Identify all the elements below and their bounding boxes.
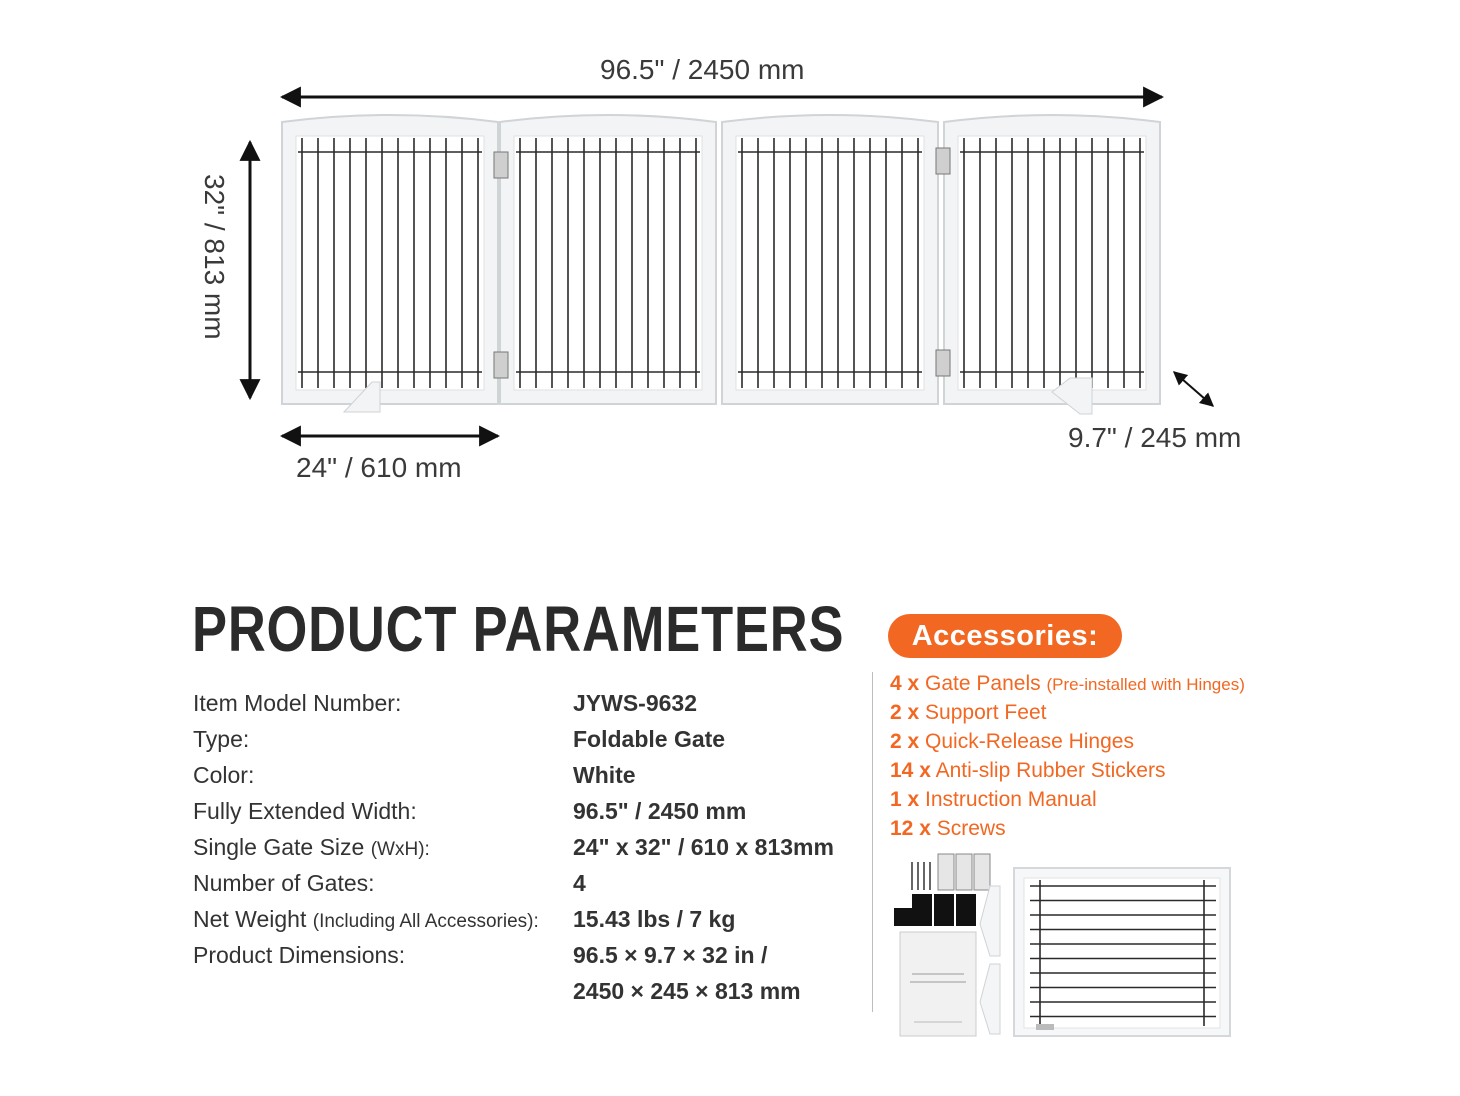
parameter-label-text: Color: <box>193 762 255 788</box>
parameter-label <box>193 870 375 897</box>
accessory-quantity: 1 x <box>890 788 920 811</box>
parameter-label <box>193 906 539 933</box>
accessory-name: Gate Panels <box>925 672 1047 695</box>
parameter-label <box>193 834 430 861</box>
parameter-label-text: Item Model Number: <box>193 690 402 716</box>
product-parameters-heading: PRODUCT PARAMETERS <box>192 593 845 665</box>
parameter-value: White <box>573 762 636 788</box>
accessory-item <box>890 759 1165 783</box>
gate-panel-opening <box>736 136 924 390</box>
accessory-item <box>890 788 1097 812</box>
parameter-label-text: Product Dimensions: <box>193 942 406 968</box>
parameter-label-text: Single Gate Size <box>193 834 371 860</box>
parameter-value: Foldable Gate <box>573 726 726 752</box>
gate-panel-opening <box>296 136 484 390</box>
accessory-name: Anti-slip Rubber Stickers <box>935 759 1166 782</box>
accessory-quantity: 2 x <box>890 730 920 753</box>
parameter-row <box>193 726 853 762</box>
gate-panel-opening <box>514 136 702 390</box>
parameter-value: JYWS-9632 <box>573 690 698 716</box>
parameter-label <box>193 942 405 969</box>
accessory-note: (Pre-installed with Hinges) <box>1046 675 1245 694</box>
total-width-label: 96.5" / 2450 mm <box>600 54 805 85</box>
parameter-label-text: Fully Extended Width: <box>193 798 417 824</box>
accessory-quantity: 4 x <box>890 672 920 695</box>
accessory-item <box>890 672 1245 696</box>
parameter-row <box>193 906 853 942</box>
parameter-row <box>193 870 853 906</box>
parameter-label-note: (Including All Accessories): <box>312 911 539 932</box>
depth-arrow <box>1174 372 1213 406</box>
accessory-quantity: 12 x <box>890 817 931 840</box>
parameter-value: 15.43 lbs / 7 kg <box>573 906 736 932</box>
hinge-icon <box>936 148 950 174</box>
parameter-label-note: (WxH): <box>370 839 430 860</box>
rubber-stickers-icon <box>894 894 976 926</box>
accessory-quantity: 2 x <box>890 701 920 724</box>
accessories-title: Accessories: <box>888 614 1122 658</box>
parameter-label-text: Net Weight <box>193 906 313 932</box>
parameter-row <box>193 978 853 1014</box>
depth-label: 9.7" / 245 mm <box>1068 422 1242 453</box>
parameter-label <box>193 762 254 789</box>
accessory-name: Instruction Manual <box>925 788 1097 811</box>
parameter-label <box>193 690 401 717</box>
accessory-name: Quick-Release Hinges <box>925 730 1134 753</box>
gate-panel-opening <box>958 136 1146 390</box>
parameter-row <box>193 942 853 978</box>
parameter-value: 2450 × 245 × 813 mm <box>573 978 801 1004</box>
parameter-label-text: Number of Gates: <box>193 870 375 896</box>
parameter-row <box>193 762 853 798</box>
accessories-image <box>890 852 1235 1042</box>
parameter-value: 96.5" / 2450 mm <box>573 798 747 824</box>
parameter-value: 4 <box>573 870 586 896</box>
parameter-row <box>193 690 853 726</box>
hinges-icon <box>938 854 990 890</box>
hinge-icon <box>494 152 508 178</box>
parameter-label <box>193 798 417 825</box>
hinge-icon <box>936 350 950 376</box>
parameter-label-text: Type: <box>193 726 250 752</box>
accessory-item <box>890 730 1134 754</box>
parameter-label <box>193 726 249 753</box>
instruction-manual-icon <box>900 932 976 1036</box>
panel-width-label: 24" / 610 mm <box>296 452 462 483</box>
screws-icon <box>912 862 930 890</box>
accessory-item <box>890 817 1006 841</box>
stacked-panels-icon <box>1014 868 1230 1036</box>
support-feet-icon <box>980 886 1000 1034</box>
accessory-name: Support Feet <box>925 701 1047 724</box>
parameter-value: 24" x 32" / 610 x 813mm <box>573 834 834 860</box>
accessory-item <box>890 701 1046 725</box>
accessory-name: Screws <box>936 817 1006 840</box>
parameter-value: 96.5 × 9.7 × 32 in / <box>573 942 768 968</box>
vertical-divider <box>872 672 873 1012</box>
parameter-row <box>193 834 853 870</box>
parameter-row <box>193 798 853 834</box>
accessory-quantity: 14 x <box>890 759 931 782</box>
hinge-icon <box>494 352 508 378</box>
height-label: 32" / 813 mm <box>199 174 230 340</box>
